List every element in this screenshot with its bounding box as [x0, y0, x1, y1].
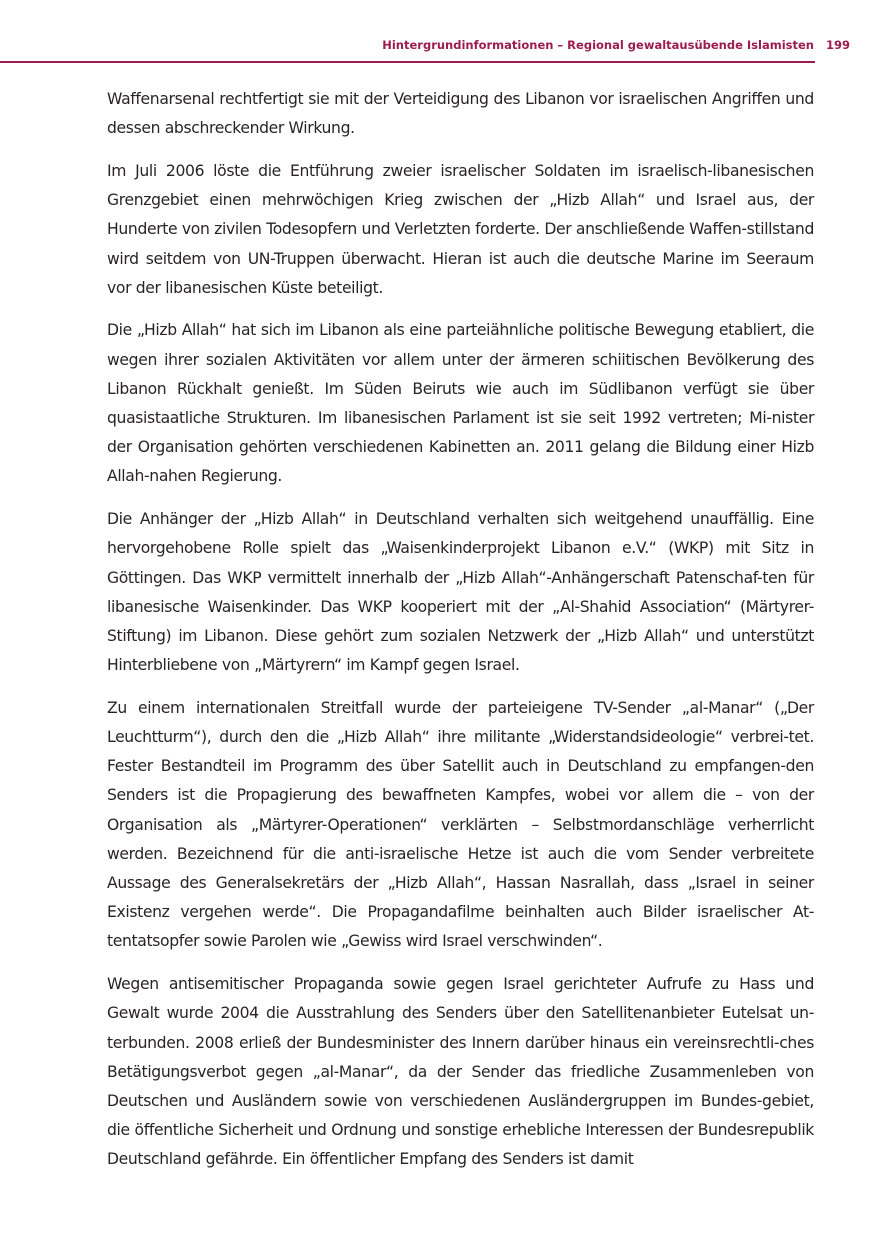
paragraph: Zu einem internationalen Streitfall wurde der parteieigene TV-Sender „al-Manar“ („Der Leuchtturm“), durch den die „Hizb Allah“ ihre militante „Widerstandsideologie“ verbrei-tet. Fester Bestandteil im Programm des über Satellit auch in Deutschland zu empfangen-den Senders ist die Propagierung des bewaffneten Kampfes, wobei vor allem die – von der Organisation als „Märtyrer-Operationen“ verklärten – Selbstmordanschläge verherrlicht werden. Bezeichnend für die anti-israelische Hetze ist auch die vom Sender verbreitete Aussage des Generalsekretärs der „Hizb Allah“, Hassan Nasrallah, dass „Israel in seiner Existenz vergehen werde“. Die Propagandafilme beinhalten auch Bilder israelischer At-tentatsopfer sowie Parolen wie „Gewiss wird Israel verschwinden“. [107, 698, 814, 951]
paragraph: Wegen antisemitischer Propaganda sowie gegen Israel gerichteter Aufrufe zu Hass und Gewalt wurde 2004 die Ausstrahlung des Senders über den Satellitenanbieter Eutelsat un-terbunden. 2008 erließ der Bundesminister des Innern darüber hinaus ein vereinsrechtli-ches Betätigungsverbot gegen „al-Manar“, da der Sender das friedliche Zusammenleben von Deutschen und Ausländern sowie von verschiedenen Ausländergruppen im Bundes-gebiet, die öffentliche Sicherheit und Ordnung und sonstige erhebliche Interessen der Bundesrepublik Deutschland gefährde. Ein öffentlicher Empfang des Senders ist damit [107, 975, 814, 1169]
paragraph: Die „Hizb Allah“ hat sich im Libanon als eine parteiähnliche politische Bewegung etabliert, die wegen ihrer sozialen Aktivitäten vor allem unter der ärmeren schiitischen Bevölkerung des Libanon Rückhalt genießt. Im Süden Beiruts wie auch im Südlibanon verfügt sie über quasistaatliche Strukturen. Im libanesischen Parlament ist sie seit 1992 vertreten; Mi-nister der Organisation gehörten verschiedenen Kabinetten an. 2011 gelang die Bildung einer Hizb Allah-nahen Regierung. [107, 321, 814, 486]
body-text [107, 85, 814, 1188]
paragraph: Im Juli 2006 löste die Entführung zweier israelischer Soldaten im israelisch-libanesischen Grenzgebiet einen mehrwöchigen Krieg zwischen der „Hizb Allah“ und Israel aus, der Hunderte von zivilen Todesopfern und Verletzten forderte. Der anschließende Waffen-stillstand wird seitdem von UN-Truppen überwacht. Hieran ist auch die deutsche Marine im Seeraum vor der libanesischen Küste beteiligt. [107, 161, 814, 297]
running-header [0, 38, 850, 52]
page-number: 199 [825, 38, 850, 52]
running-title: Hintergrundinformationen – Regional gewaltausübende Islamisten [382, 38, 814, 52]
header-divider [0, 61, 815, 63]
paragraph: Die Anhänger der „Hizb Allah“ in Deutschland verhalten sich weitgehend unauffällig. Eine hervorgehobene Rolle spielt das „Waisenkinderprojekt Libanon e.V.“ (WKP) mit Sitz in Göttingen. Das WKP vermittelt innerhalb der „Hizb Allah“-Anhängerschaft Patenschaf-ten für libanesische Waisenkinder. Das WKP kooperiert mit der „Al-Shahid Association“ (Märtyrer-Stiftung) im Libanon. Diese gehört zum sozialen Netzwerk der „Hizb Allah“ und unterstützt Hinterbliebene von „Märtyrern“ im Kampf gegen Israel. [107, 510, 814, 675]
paragraph: Waffenarsenal rechtfertigt sie mit der Verteidigung des Libanon vor israelischen Angriffen und dessen abschreckender Wirkung. [107, 90, 814, 138]
